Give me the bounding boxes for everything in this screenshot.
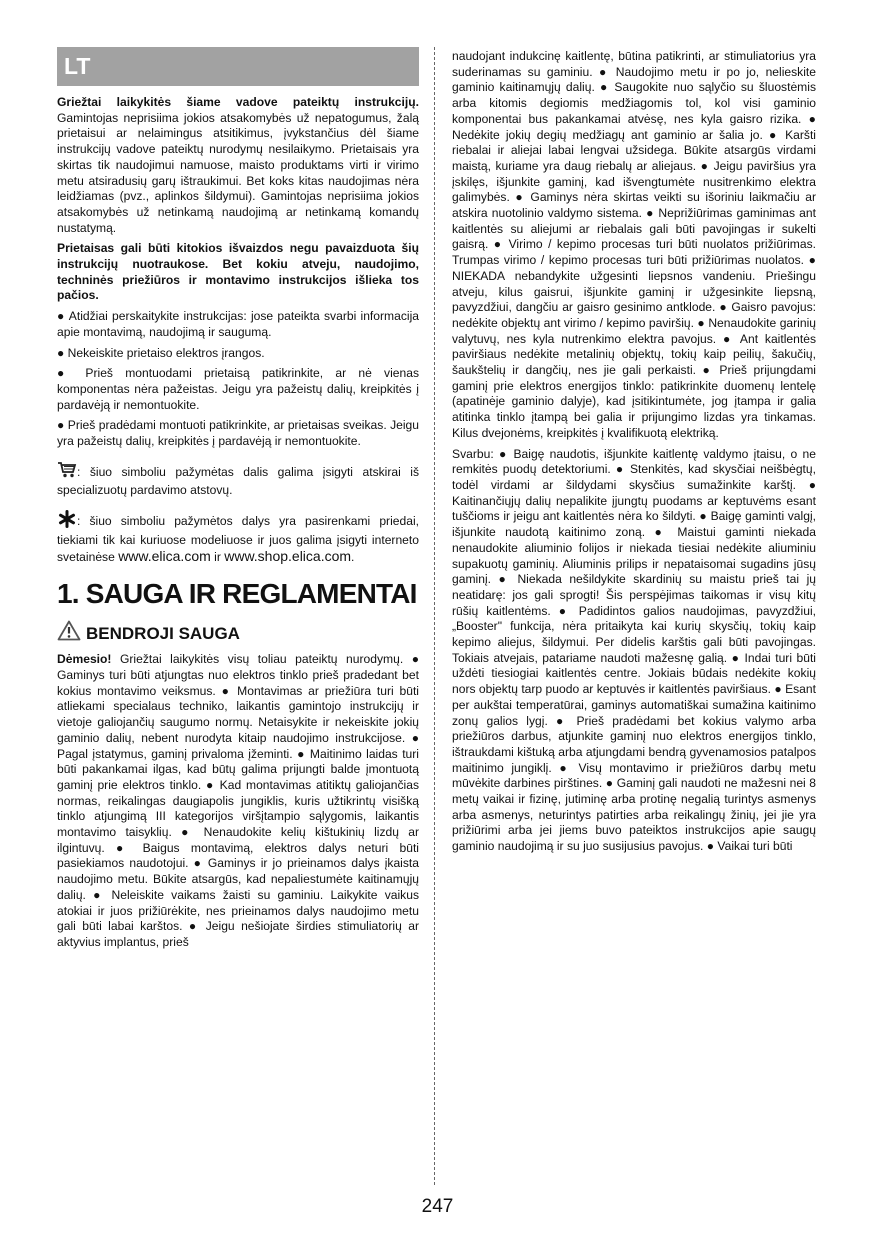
bullet-item: ● Prieš pradėdami montuoti patikrinkite, ar prietaisas sveikas. Jeigu yra pažeistų dalių, kreipkitės į pardavėją ir nemontuokite. — [57, 418, 419, 449]
or-word: ir — [210, 549, 225, 564]
intro-paragraph — [57, 95, 419, 236]
appearance-note: Prietaisas gali būti kitokios išvaizdos negu pavaizduota šių instrukcijų nuotraukose. Bet kokiu atveju, naudojimo, techninės priežiūros ir montavimo instrukcijos išlieka tos pačios. — [57, 241, 419, 303]
sentence-period: . — [351, 549, 355, 564]
attention-label: Dėmesio! — [57, 652, 112, 667]
cart-symbol-text: : šiuo simboliu pažymėtas dalis galima įsigyti atskirai iš specializuotų pardavimo atstovų. — [57, 464, 419, 498]
safety-text: Griežtai laikykitės visų toliau pateiktų nurodymų. ● Gaminys turi būti atjungtas nuo elektros tinklo prieš pradedant bet kokius montavimo veiksmus. ● Montavimas ar priežiūra turi būti atliekami specialaus techniko, laikantis gamintojo instrukcijų ir vietoje galiojančių saugumo normų. Netaisykite ir nekeiskite jokių gaminio dalių, nebent nurodyta kitaip naudojimo instrukcijose. ● Pagal įstatymus, gaminį privaloma įžeminti. ● Maitinimo laidas turi būti pakankamai ilgas, kad būtų galima prijungti balde įmontuotą gaminį prie elektros tinklo. ● Kad montavimas atitiktų galiojančias normas, reikalingas daugiapolis jungiklis, kuris užtikrintų visišką tinklo atjungimą III kategorijos viršįtampio sąlygomis, laikantis montavimo taisyklių. ● Nenaudokite kelių kištukinių lizdų ar ilgintuvų. ● Baigus montavimą, elektros dalys neturi būti pasiekiamos naudotojui. ● Gaminys ir jo prieinamos dalys įkaista naudojimo metu. Būkite atsargūs, kad nepaliestumėte kaitinamųjų dalių. ● Neleiskite vaikams žaisti su gaminiu. Laikykite vaikus atokiai ir juos prižiūrėkite, nes prieinamos dalys naudojimo metu gali būti labai karštos. ● Jeigu nešiojate širdies stimuliatorių ar aktyvius implantus, prieš — [57, 652, 419, 949]
bullet-item: ● Prieš montuodami prietaisą patikrinkite, ar nė vienas komponentas nėra pažeistas. Jeigu yra pažeistų dalių, kreipkitės į pardavėją ir nemontuokite. — [57, 366, 419, 412]
website-link[interactable]: www.elica.com — [118, 547, 211, 564]
right-column — [452, 49, 816, 860]
shopping-cart-icon — [57, 461, 77, 484]
shop-website-link[interactable]: www.shop.elica.com — [224, 547, 352, 564]
cart-symbol-note — [57, 461, 419, 499]
subheading-text: BENDROJI SAUGA — [86, 623, 240, 643]
language-bar — [57, 47, 419, 86]
warning-triangle-icon — [57, 620, 86, 647]
bullet-item: ● Atidžiai perskaitykite instrukcijas: jose pateikta svarbi informacija apie montavimą, naudojimą ir saugumą. — [57, 309, 419, 339]
safety-paragraph — [57, 652, 419, 950]
asterisk-symbol-note — [57, 510, 419, 565]
asterisk-icon — [57, 510, 77, 533]
intro-text: Gamintojas neprisiima jokios atsakomybės už nepatogumus, žalą prietaisui ar nelaimingus atsitikimus, įvykstančius dėl šiame instrukcijų vadove pateiktų nurodymų nesilaikymo. Prietaisais yra skirtas tik naudojimui namuose, maisto produktams virti ir virimo metu atsiradusių garų ištraukimui. Bet koks kitas naudojimas nėra leidžiamas (pvz., aplinkos šildymui). Gamintojas neprisiima jokios atsakomybės už netinkamą naudojimą ar netinkamą komandų nustatymą. — [57, 110, 419, 235]
column-divider — [434, 47, 435, 1185]
section-title: 1. SAUGA IR REGLAMENTAI — [57, 578, 417, 610]
bullet-item: ● Nekeiskite prietaiso elektros įrangos. — [57, 345, 265, 360]
left-column — [57, 47, 419, 956]
page-number: 247 — [421, 1196, 454, 1217]
safety-continued-paragraph: naudojant indukcinę kaitlentę, būtina patikrinti, ar stimuliatorius yra suderinamas su gaminiu. ● Naudojimo metu ir po jo, nelieskite gaminio kaitinamųjų dalių. ● Saugokite nuo sąlyčio su šluostėmis arba kitomis degiomis medžiagomis tol, kol visi gaminio komponentai bus pakankamai atvėsę, nes kyla gaisro rizika. ● Nedėkite jokių degių medžiagų ant gaminio ar šalia jo. ● Karšti riebalai ir aliejai labai lengvai užsidega. Būkite atsargūs virdami maistą, kuriame yra daug riebalų ar aliejaus. ● Jeigu paviršius yra įskilęs, išjunkite gaminį, kad išvengtumėte nusitrenkimo elektra galimybės. ● Gaminys nėra skirtas veikti su išoriniu laikmačiu ar atskira nuotolinio valdymo sistema. ● Neprižiūrimas gaminimas ant kaitlentės su aliejumi ar riebalais gali būti pavojingas ir sukelti gaisrą. ● Virimo / kepimo procesas turi būti nuolatos prižiūrimas. Trumpas virimo / kepimo procesas turi būti prižiūrimas nuolatos. ● NIEKADA nebandykite užgesinti liepsnos vandeniu. Priešingu atveju, kilus gaisrui, išjunkite gaminį ir užgesinkite liepsną, pavyzdžiui, dangčiu ar gaisro gesinimo antklode. ● Gaisro pavojus: nedėkite objektų ant virimo / kepimo paviršių. ● Nenaudokite garinių valytuvų, nes kyla nutrenkimo elektra pavojus. ● Ant kaitlentės paviršiaus nedėkite metalinių objektų, tokių kaip peilių, šakučių, šaukštelių ir dangčių, nes jie gali perkaisti. ● Prieš prijungdami gaminį prie elektros energijos tinklo: patikrinkite duomenų lentelę (apatinėje gaminio dalyje), kad įsitikintumėte, jog įtampa ir galia atitinka tinklo įtampą bei galia ir prijungimo lizdas yra tinkamas. Kilus dvejonėms, kreipkitės į kvalifikuotą elektriką. — [452, 49, 816, 440]
subheading — [57, 620, 419, 647]
language-code: LT — [64, 53, 91, 79]
intro-bold: Griežtai laikykitės šiame vadove pateiktų instrukcijų. — [57, 95, 419, 109]
important-paragraph: Svarbu: ● Baigę naudotis, išjunkite kaitlentę valdymo įtaisu, o ne remkitės puodų detektoriumi. ● Stenkitės, kad skysčiai neišbėgtų, todėl virdami ar šildydami skysčius sumažinkite karštį. ● Kaitinančiųjų dalių nepalikite įjungtų puodams ar keptuvėms esant tuščioms ir jeigu ant kaitlentės nėra ko šildyti. ● Baigę gaminti valgį, išjunkite naudotą kaitinimo zoną. ● Maistui gaminti niekada nenaudokite aliuminio folijos ir niekada tiesiai nedėkite aliuminiu supakuotų gaminių. Aliuminis prilips ir nepataisomai sugadins jūsų gaminį. ● Niekada nešildykite skardinių su maistu prieš tai jų neatidarę: jos gali sprogti! Šis perspėjimas taikomas ir visų kitų rūšių kaitlentėms. ● Padidintos galios naudojimas, pavyzdžiui, „Booster" funkcija, nėra pritaikyta kai kurių skysčių, tokių kaip kepimo aliejus, šildymui. Per didelis karštis gali būti pavojingas. Tokiais atvejais, patariame naudoti mažesnę galią. ● Indai turi būti uždėti tiesiogiai kaitlentės centre. Jokiais būdais nedėkite kokių nors objektų tarp puodo ar keptuvės ir kaitlentės paviršiaus. ● Esant per aukštai temperatūrai, gaminys automatiškai sumažina kaitinimo zonų galios lygį. ● Prieš pradėdami bet kokius valymo arba priežiūros darbus, atjunkite gaminį nuo elektros energijos tinklo, ištraukdami kištuką arba atjungdami bendrą gyvenamosios patalpos maitinimo jungiklį. ● Visų montavimo ir priežiūros darbų metu mūvėkite darbines pirštines. ● Gaminį gali naudoti ne mažesni nei 8 metų vaikai ir fizinę, jutiminę arba protinę negalią turintys asmenys arba asmenys, neturintys patirties arba reikalingų žinių, jei jie yra prižiūrimi arba jei jiems buvo pateiktos instrukcijos apie saugų gaminio naudojimą ir su juo susijusius pavojus. ● Vaikai turi būti — [452, 446, 816, 854]
asterisk-symbol-text: : šiuo simboliu pažymėtos dalys yra pasirenkami priedai, tiekiami tik kai kuriuose modeliuose ir juos galima įsigyti interneto svetainėse — [57, 514, 419, 564]
